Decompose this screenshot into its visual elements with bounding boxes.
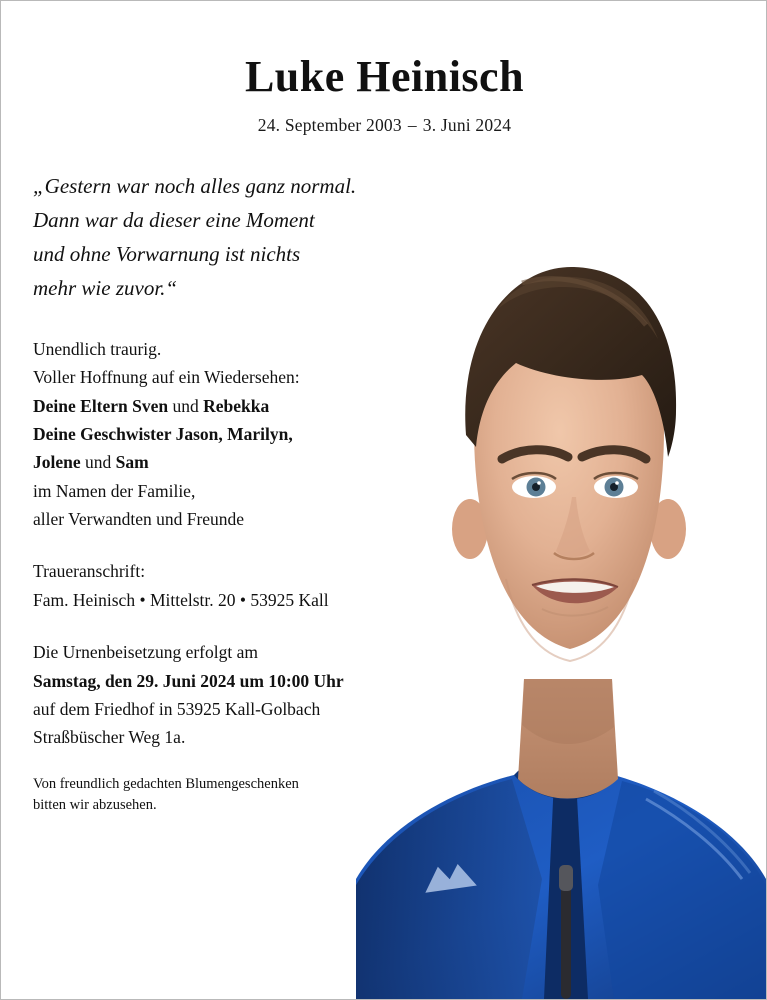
quote-line-4: mehr wie zuvor.“ (33, 276, 178, 301)
mourning-address-label: Traueranschrift: (33, 561, 146, 582)
birth-date: 24. September 2003 (257, 115, 402, 136)
tribute-line-family: im Namen der Familie, (33, 480, 196, 501)
memorial-quote (33, 169, 433, 305)
siblings-conj: und (80, 452, 116, 473)
mourning-address-block (33, 557, 433, 614)
memorial-text-column (33, 169, 433, 817)
flowers-note-line-2: bitten wir abzusehen. (33, 797, 157, 814)
sibling-jolene: Jolene (33, 452, 81, 473)
funeral-datetime: Samstag, den 29. Juni 2024 um 10:00 Uhr (33, 670, 344, 691)
page-title: Luke Heinisch (244, 52, 525, 101)
mourning-address-value: Fam. Heinisch • Mittelstr. 20 • 53925 Kall (33, 589, 329, 610)
family-parents-conj: und (168, 395, 204, 416)
tribute-line-hope: Voller Hoffnung auf ein Wiedersehen: (33, 367, 300, 388)
flowers-note (33, 774, 433, 818)
life-dates (1, 115, 767, 136)
funeral-intro: Die Urnenbeisetzung erfolgt am (33, 642, 258, 663)
funeral-details-block (33, 638, 433, 751)
quote-line-2: Dann war da dieser eine Moment (33, 208, 315, 233)
family-siblings-line-2 (33, 448, 433, 476)
funeral-street: Straßbüscher Weg 1a. (33, 727, 186, 748)
memorial-header (1, 53, 767, 136)
death-date: 3. Juni 2024 (422, 115, 512, 136)
tribute-block (33, 335, 433, 533)
family-parent-mother: Rebekka (203, 395, 270, 416)
quote-line-1: „Gestern war noch alles ganz normal. (33, 174, 357, 198)
tribute-line-relatives: aller Verwandten und Freunde (33, 509, 245, 530)
quote-line-3: und ohne Vorwarnung ist nichts (33, 242, 301, 267)
family-parents (33, 392, 433, 420)
flowers-note-line-1: Von freundlich gedachten Blumengeschenken (33, 775, 299, 792)
family-siblings-line-1: Deine Geschwister Jason, Marilyn, (33, 424, 293, 445)
tribute-line-sad: Unendlich traurig. (33, 339, 162, 360)
sibling-sam: Sam (115, 452, 149, 473)
family-parents-bold: Deine Eltern Sven (33, 395, 169, 416)
date-separator: – (407, 115, 417, 136)
funeral-location: auf dem Friedhof in 53925 Kall-Golbach (33, 698, 321, 719)
